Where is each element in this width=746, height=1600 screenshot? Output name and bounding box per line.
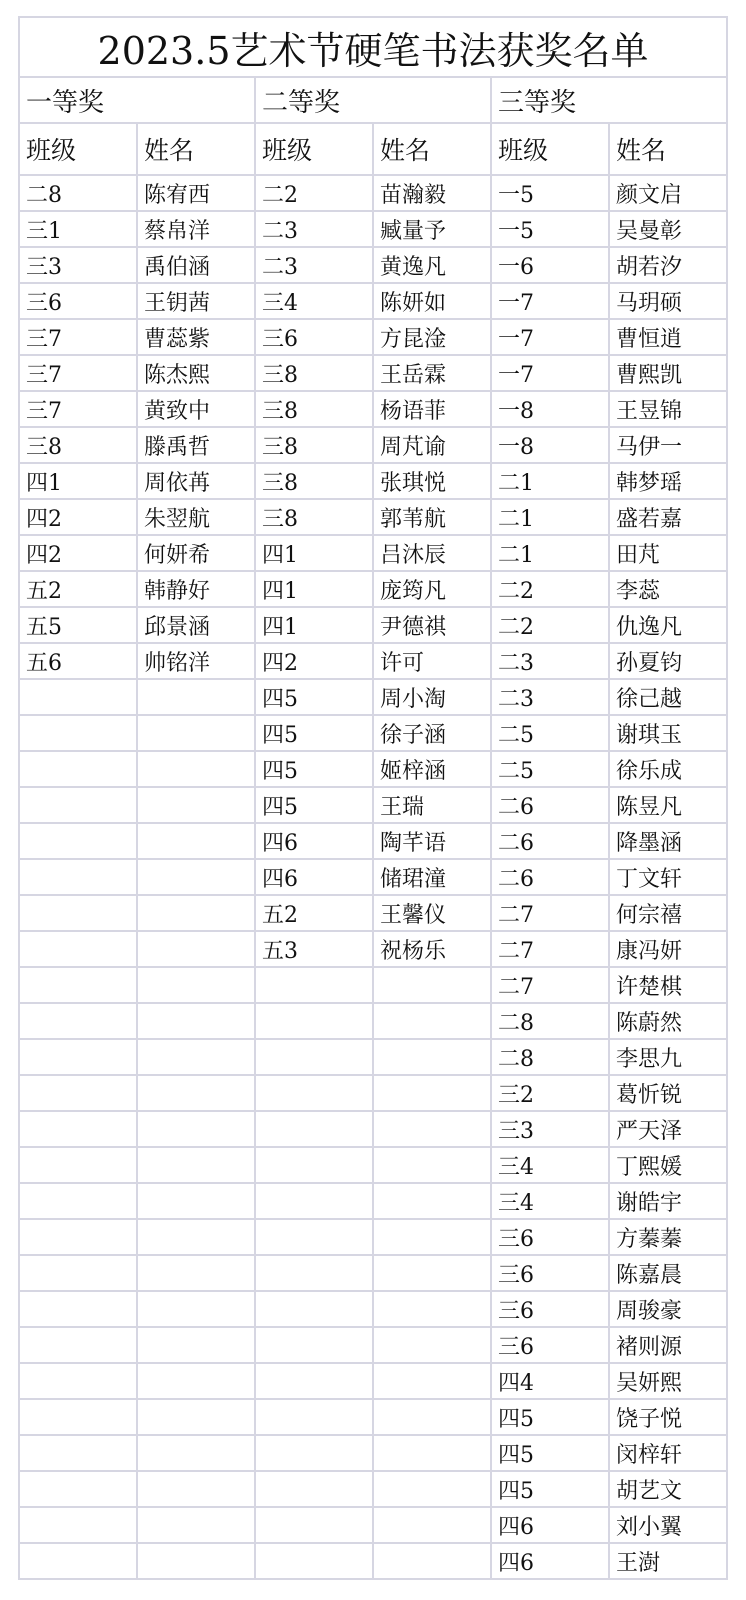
class-cell <box>19 1075 137 1111</box>
table-row <box>19 787 727 823</box>
class-cell <box>19 1039 137 1075</box>
class-cell: 一7 <box>491 283 609 319</box>
award-list-table <box>18 16 728 1580</box>
student-name-cell <box>137 1435 255 1471</box>
class-cell: 一5 <box>491 175 609 211</box>
table-row <box>19 1111 727 1147</box>
class-cell: 一6 <box>491 247 609 283</box>
student-name-cell <box>137 1363 255 1399</box>
student-name-cell <box>137 967 255 1003</box>
class-cell: 二3 <box>491 643 609 679</box>
table-row <box>19 859 727 895</box>
class-cell <box>19 967 137 1003</box>
student-name-cell: 周芃谕 <box>373 427 491 463</box>
student-name-cell: 吴曼彰 <box>609 211 727 247</box>
class-cell <box>255 1039 373 1075</box>
student-name-cell: 谢琪玉 <box>609 715 727 751</box>
class-cell: 二2 <box>491 571 609 607</box>
table-row <box>19 679 727 715</box>
student-name-cell: 周小淘 <box>373 679 491 715</box>
class-cell <box>255 1507 373 1543</box>
student-name-cell: 葛忻锐 <box>609 1075 727 1111</box>
class-cell: 三4 <box>491 1147 609 1183</box>
class-cell <box>255 1327 373 1363</box>
class-cell: 三3 <box>491 1111 609 1147</box>
table-row <box>19 1543 727 1579</box>
student-name-cell <box>373 1219 491 1255</box>
table-row <box>19 463 727 499</box>
class-cell: 三2 <box>491 1075 609 1111</box>
class-cell <box>19 1219 137 1255</box>
class-cell: 三8 <box>19 427 137 463</box>
student-name-cell <box>373 1111 491 1147</box>
class-cell: 二7 <box>491 931 609 967</box>
student-name-cell <box>373 1435 491 1471</box>
class-cell <box>19 1147 137 1183</box>
table-row <box>19 895 727 931</box>
class-cell: 四1 <box>19 463 137 499</box>
class-cell: 三7 <box>19 355 137 391</box>
table-row <box>19 967 727 1003</box>
class-cell <box>19 715 137 751</box>
student-name-cell: 帅铭洋 <box>137 643 255 679</box>
table-row <box>19 1039 727 1075</box>
student-name-cell: 杨语菲 <box>373 391 491 427</box>
column-header-name: 姓名 <box>373 123 491 175</box>
class-cell: 四6 <box>255 859 373 895</box>
class-cell <box>19 823 137 859</box>
class-cell: 三6 <box>491 1291 609 1327</box>
student-name-cell: 田芃 <box>609 535 727 571</box>
student-name-cell <box>137 1327 255 1363</box>
class-cell <box>255 967 373 1003</box>
table-row <box>19 607 727 643</box>
column-header-name: 姓名 <box>137 123 255 175</box>
class-cell: 四2 <box>19 499 137 535</box>
class-cell: 四1 <box>255 607 373 643</box>
student-name-cell: 周骏豪 <box>609 1291 727 1327</box>
class-cell: 四1 <box>255 571 373 607</box>
student-name-cell: 陈嘉晨 <box>609 1255 727 1291</box>
class-cell: 三1 <box>19 211 137 247</box>
class-cell: 二5 <box>491 715 609 751</box>
student-name-cell: 邱景涵 <box>137 607 255 643</box>
class-cell: 二8 <box>19 175 137 211</box>
student-name-cell: 姬梓涵 <box>373 751 491 787</box>
student-name-cell: 蔡帛洋 <box>137 211 255 247</box>
class-cell <box>19 931 137 967</box>
student-name-cell: 王昱锦 <box>609 391 727 427</box>
table-row <box>19 499 727 535</box>
student-name-cell <box>373 1363 491 1399</box>
class-cell <box>19 859 137 895</box>
student-name-cell: 刘小翼 <box>609 1507 727 1543</box>
student-name-cell <box>137 1219 255 1255</box>
student-name-cell <box>137 823 255 859</box>
table-row <box>19 823 727 859</box>
class-cell: 二3 <box>491 679 609 715</box>
student-name-cell: 降墨涵 <box>609 823 727 859</box>
student-name-cell: 孙夏钧 <box>609 643 727 679</box>
student-name-cell: 徐子涵 <box>373 715 491 751</box>
class-cell: 三7 <box>19 391 137 427</box>
column-header-name: 姓名 <box>609 123 727 175</box>
class-cell: 二7 <box>491 967 609 1003</box>
student-name-cell: 苗瀚毅 <box>373 175 491 211</box>
student-name-cell <box>137 1183 255 1219</box>
table-row <box>19 427 727 463</box>
prize-label-second: 二等奖 <box>255 77 491 123</box>
student-name-cell <box>373 1507 491 1543</box>
prize-label-first: 一等奖 <box>19 77 255 123</box>
student-name-cell: 黄逸凡 <box>373 247 491 283</box>
class-cell: 二2 <box>255 175 373 211</box>
class-cell <box>19 1399 137 1435</box>
class-cell: 四1 <box>255 535 373 571</box>
student-name-cell <box>137 787 255 823</box>
student-name-cell: 饶子悦 <box>609 1399 727 1435</box>
class-cell: 一8 <box>491 391 609 427</box>
student-name-cell: 何妍希 <box>137 535 255 571</box>
student-name-cell <box>137 859 255 895</box>
table-row <box>19 1075 727 1111</box>
class-cell: 四5 <box>491 1435 609 1471</box>
class-cell: 二6 <box>491 787 609 823</box>
class-cell: 三8 <box>255 463 373 499</box>
table-row <box>19 715 727 751</box>
column-header-class: 班级 <box>491 123 609 175</box>
table-row <box>19 751 727 787</box>
table-row <box>19 1183 727 1219</box>
prize-label-third: 三等奖 <box>491 77 727 123</box>
student-name-cell <box>137 1003 255 1039</box>
student-name-cell: 王瑞 <box>373 787 491 823</box>
student-name-cell: 王馨仪 <box>373 895 491 931</box>
student-name-cell <box>137 751 255 787</box>
student-name-cell: 褚则源 <box>609 1327 727 1363</box>
student-name-cell: 马伊一 <box>609 427 727 463</box>
class-cell: 四2 <box>255 643 373 679</box>
student-name-cell: 李蕊 <box>609 571 727 607</box>
class-cell: 二7 <box>491 895 609 931</box>
student-name-cell: 臧量予 <box>373 211 491 247</box>
student-name-cell: 韩梦瑶 <box>609 463 727 499</box>
student-name-cell: 吴妍熙 <box>609 1363 727 1399</box>
student-name-cell <box>373 1471 491 1507</box>
student-name-cell: 滕禹哲 <box>137 427 255 463</box>
student-name-cell: 王澍 <box>609 1543 727 1579</box>
column-header-row <box>19 123 727 175</box>
class-cell <box>255 1543 373 1579</box>
class-cell <box>255 1255 373 1291</box>
class-cell <box>19 1327 137 1363</box>
class-cell: 四5 <box>491 1471 609 1507</box>
class-cell <box>19 1183 137 1219</box>
class-cell: 四6 <box>491 1507 609 1543</box>
class-cell <box>19 1003 137 1039</box>
class-cell: 四5 <box>491 1399 609 1435</box>
class-cell <box>19 1543 137 1579</box>
student-name-cell <box>137 895 255 931</box>
class-cell: 二6 <box>491 859 609 895</box>
student-name-cell <box>373 1039 491 1075</box>
class-cell: 三7 <box>19 319 137 355</box>
table-row <box>19 1471 727 1507</box>
class-cell <box>255 1111 373 1147</box>
student-name-cell: 李思九 <box>609 1039 727 1075</box>
student-name-cell <box>137 1075 255 1111</box>
student-name-cell <box>137 1399 255 1435</box>
table-row <box>19 283 727 319</box>
class-cell <box>255 1183 373 1219</box>
student-name-cell <box>373 1003 491 1039</box>
student-name-cell: 尹德祺 <box>373 607 491 643</box>
class-cell: 三6 <box>491 1219 609 1255</box>
student-name-cell: 丁熙媛 <box>609 1147 727 1183</box>
class-cell: 五2 <box>255 895 373 931</box>
student-name-cell <box>373 1291 491 1327</box>
student-name-cell: 陶芊语 <box>373 823 491 859</box>
table-row <box>19 247 727 283</box>
class-cell <box>19 1435 137 1471</box>
student-name-cell <box>373 1183 491 1219</box>
student-name-cell: 严天泽 <box>609 1111 727 1147</box>
table-row <box>19 535 727 571</box>
student-name-cell <box>137 931 255 967</box>
class-cell: 四5 <box>255 787 373 823</box>
student-name-cell: 禹伯涵 <box>137 247 255 283</box>
student-name-cell: 仇逸凡 <box>609 607 727 643</box>
table-row <box>19 643 727 679</box>
student-name-cell <box>137 1471 255 1507</box>
student-name-cell: 黄致中 <box>137 391 255 427</box>
class-cell: 三6 <box>491 1255 609 1291</box>
student-name-cell: 陈蔚然 <box>609 1003 727 1039</box>
student-name-cell <box>373 1543 491 1579</box>
class-cell: 四5 <box>255 751 373 787</box>
table-row <box>19 319 727 355</box>
award-list-body <box>19 17 727 1579</box>
class-cell: 四2 <box>19 535 137 571</box>
class-cell: 五6 <box>19 643 137 679</box>
student-name-cell: 周依苒 <box>137 463 255 499</box>
class-cell <box>255 1399 373 1435</box>
student-name-cell: 徐己越 <box>609 679 727 715</box>
student-name-cell: 谢皓宇 <box>609 1183 727 1219</box>
student-name-cell <box>137 1039 255 1075</box>
student-name-cell: 曹熙凯 <box>609 355 727 391</box>
class-cell: 一5 <box>491 211 609 247</box>
class-cell: 一7 <box>491 319 609 355</box>
class-cell: 二5 <box>491 751 609 787</box>
student-name-cell: 胡若汐 <box>609 247 727 283</box>
student-name-cell: 康冯妍 <box>609 931 727 967</box>
column-header-class: 班级 <box>19 123 137 175</box>
student-name-cell <box>137 679 255 715</box>
class-cell <box>19 787 137 823</box>
class-cell: 三3 <box>19 247 137 283</box>
class-cell <box>255 1219 373 1255</box>
class-cell <box>19 1363 137 1399</box>
student-name-cell: 陈杰熙 <box>137 355 255 391</box>
class-cell: 二8 <box>491 1039 609 1075</box>
class-cell: 三4 <box>491 1183 609 1219</box>
student-name-cell: 方昆淦 <box>373 319 491 355</box>
class-cell <box>255 1075 373 1111</box>
prize-header-row <box>19 77 727 123</box>
table-row <box>19 355 727 391</box>
class-cell: 四6 <box>255 823 373 859</box>
student-name-cell: 闵梓轩 <box>609 1435 727 1471</box>
title-row <box>19 17 727 77</box>
class-cell: 五5 <box>19 607 137 643</box>
student-name-cell <box>137 1507 255 1543</box>
class-cell <box>255 1363 373 1399</box>
student-name-cell: 丁文轩 <box>609 859 727 895</box>
table-row <box>19 1435 727 1471</box>
student-name-cell: 陈妍如 <box>373 283 491 319</box>
student-name-cell <box>373 967 491 1003</box>
student-name-cell: 王钥茜 <box>137 283 255 319</box>
class-cell: 一8 <box>491 427 609 463</box>
student-name-cell: 何宗禧 <box>609 895 727 931</box>
student-name-cell <box>137 1255 255 1291</box>
table-row <box>19 1291 727 1327</box>
student-name-cell <box>137 1111 255 1147</box>
class-cell: 二1 <box>491 463 609 499</box>
class-cell <box>19 1507 137 1543</box>
table-row <box>19 931 727 967</box>
class-cell: 二1 <box>491 499 609 535</box>
student-name-cell: 方蓁蓁 <box>609 1219 727 1255</box>
class-cell: 三6 <box>491 1327 609 1363</box>
student-name-cell: 张琪悦 <box>373 463 491 499</box>
student-name-cell: 颜文启 <box>609 175 727 211</box>
table-row <box>19 1399 727 1435</box>
student-name-cell <box>373 1399 491 1435</box>
class-cell: 四5 <box>255 715 373 751</box>
class-cell: 四5 <box>255 679 373 715</box>
class-cell <box>255 1291 373 1327</box>
student-name-cell: 马玥硕 <box>609 283 727 319</box>
student-name-cell: 朱翌航 <box>137 499 255 535</box>
table-row <box>19 1003 727 1039</box>
student-name-cell: 庞筠凡 <box>373 571 491 607</box>
student-name-cell <box>137 1291 255 1327</box>
class-cell: 一7 <box>491 355 609 391</box>
table-row <box>19 571 727 607</box>
class-cell <box>255 1003 373 1039</box>
student-name-cell: 储珺潼 <box>373 859 491 895</box>
table-row <box>19 1363 727 1399</box>
student-name-cell: 祝杨乐 <box>373 931 491 967</box>
student-name-cell: 盛若嘉 <box>609 499 727 535</box>
class-cell: 二1 <box>491 535 609 571</box>
class-cell: 三6 <box>19 283 137 319</box>
class-cell: 三4 <box>255 283 373 319</box>
table-row <box>19 1327 727 1363</box>
student-name-cell: 许可 <box>373 643 491 679</box>
student-name-cell: 王岳霖 <box>373 355 491 391</box>
student-name-cell <box>373 1075 491 1111</box>
class-cell: 三8 <box>255 499 373 535</box>
student-name-cell <box>137 1147 255 1183</box>
class-cell: 四6 <box>491 1543 609 1579</box>
student-name-cell: 韩静好 <box>137 571 255 607</box>
table-row <box>19 1255 727 1291</box>
class-cell <box>19 1291 137 1327</box>
class-cell: 三6 <box>255 319 373 355</box>
student-name-cell: 曹蕊紫 <box>137 319 255 355</box>
student-name-cell: 陈宥西 <box>137 175 255 211</box>
class-cell <box>19 895 137 931</box>
class-cell <box>19 1255 137 1291</box>
page-title: 2023.5艺术节硬笔书法获奖名单 <box>19 17 727 77</box>
class-cell: 二8 <box>491 1003 609 1039</box>
student-name-cell: 徐乐成 <box>609 751 727 787</box>
student-name-cell <box>373 1147 491 1183</box>
class-cell <box>255 1471 373 1507</box>
table-row <box>19 1147 727 1183</box>
student-name-cell: 胡艺文 <box>609 1471 727 1507</box>
student-name-cell <box>137 715 255 751</box>
class-cell <box>19 1471 137 1507</box>
student-name-cell: 郭苇航 <box>373 499 491 535</box>
student-name-cell <box>373 1327 491 1363</box>
table-row <box>19 211 727 247</box>
class-cell: 五2 <box>19 571 137 607</box>
class-cell: 二3 <box>255 211 373 247</box>
student-name-cell <box>373 1255 491 1291</box>
class-cell <box>19 679 137 715</box>
student-name-cell: 吕沐辰 <box>373 535 491 571</box>
student-name-cell: 曹恒逍 <box>609 319 727 355</box>
class-cell: 二6 <box>491 823 609 859</box>
table-row <box>19 391 727 427</box>
class-cell: 三8 <box>255 427 373 463</box>
column-header-class: 班级 <box>255 123 373 175</box>
class-cell: 三8 <box>255 391 373 427</box>
class-cell: 二3 <box>255 247 373 283</box>
class-cell <box>19 1111 137 1147</box>
student-name-cell: 陈昱凡 <box>609 787 727 823</box>
class-cell: 四4 <box>491 1363 609 1399</box>
class-cell: 五3 <box>255 931 373 967</box>
table-row <box>19 1219 727 1255</box>
class-cell: 三8 <box>255 355 373 391</box>
class-cell: 二2 <box>491 607 609 643</box>
student-name-cell: 许楚棋 <box>609 967 727 1003</box>
table-row <box>19 1507 727 1543</box>
class-cell <box>19 751 137 787</box>
student-name-cell <box>137 1543 255 1579</box>
class-cell <box>255 1147 373 1183</box>
table-row <box>19 175 727 211</box>
class-cell <box>255 1435 373 1471</box>
